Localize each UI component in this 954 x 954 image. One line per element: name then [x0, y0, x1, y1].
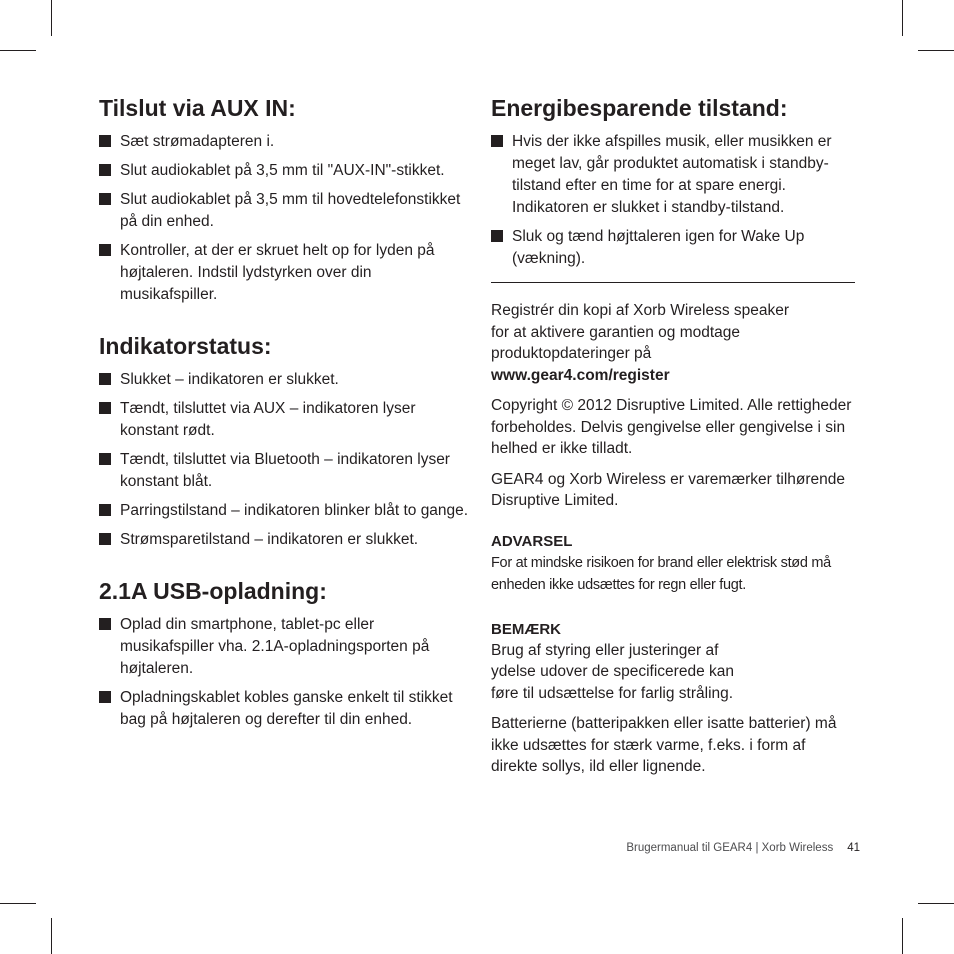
- trademark-text: GEAR4 og Xorb Wireless er varemærker tilhørende Disruptive Limited.: [491, 470, 846, 509]
- indicator-list: [99, 369, 469, 551]
- right-column: [491, 94, 855, 787]
- crop-mark: [902, 0, 903, 36]
- list-item: Opladningskablet kobles ganske enkelt til stikket bag på højtaleren og derefter til din enhed.: [99, 687, 469, 731]
- section-title-usb: 2.1A USB-opladning:: [99, 578, 327, 604]
- usb-list: [99, 614, 469, 731]
- warning-text: For at mindske risikoen for brand eller elektrisk stød må enheden ikke udsættes for regn eller fugt.: [491, 554, 831, 593]
- list-item: Slukket – indikatoren er slukket.: [99, 369, 469, 391]
- energy-list: [491, 131, 855, 270]
- list-item: Kontroller, at der er skruet helt op for lyden på højtaleren. Indstil lydstyrken over din musikafspiller.: [99, 240, 469, 306]
- square-bullet-icon: [99, 533, 111, 545]
- list-item: Hvis der ikke afspilles musik, eller musikken er meget lav, går produktet automatisk i standby-tilstand efter en time for at spare energi. Indikatoren er slukket i standby-tilstand.: [491, 131, 855, 219]
- crop-mark: [0, 50, 36, 51]
- warning-title: ADVARSEL: [491, 532, 573, 550]
- square-bullet-icon: [99, 244, 111, 256]
- square-bullet-icon: [99, 193, 111, 205]
- square-bullet-icon: [99, 135, 111, 147]
- list-item: Oplad din smartphone, tablet-pc eller musikafspiller vha. 2.1A-opladningsporten på højtaleren.: [99, 614, 469, 680]
- list-item: Parringstilstand – indikatoren blinker blåt to gange.: [99, 500, 469, 522]
- list-item: Sæt strømadapteren i.: [99, 131, 469, 153]
- page-number: 41: [847, 842, 860, 854]
- crop-mark: [918, 50, 954, 51]
- list-item: Slut audiokablet på 3,5 mm til "AUX-IN"-stikket.: [99, 160, 469, 182]
- list-item: Slut audiokablet på 3,5 mm til hovedtelefonstikket på din enhed.: [99, 189, 469, 233]
- square-bullet-icon: [99, 618, 111, 630]
- square-bullet-icon: [99, 373, 111, 385]
- crop-mark: [51, 918, 52, 954]
- note-title: BEMÆRK: [491, 620, 561, 638]
- square-bullet-icon: [491, 135, 503, 147]
- square-bullet-icon: [99, 504, 111, 516]
- list-item: Strømsparetilstand – indikatoren er slukket.: [99, 529, 469, 551]
- crop-mark: [0, 903, 36, 904]
- crop-mark: [918, 903, 954, 904]
- square-bullet-icon: [99, 691, 111, 703]
- page-footer: [560, 842, 860, 854]
- left-column: [99, 94, 469, 738]
- square-bullet-icon: [99, 164, 111, 176]
- square-bullet-icon: [99, 402, 111, 414]
- section-title-indicator: Indikatorstatus:: [99, 333, 272, 359]
- list-item: Tændt, tilsluttet via AUX – indikatoren lyser konstant rødt.: [99, 398, 469, 442]
- aux-list: [99, 131, 469, 306]
- square-bullet-icon: [491, 230, 503, 242]
- footer-text: Brugermanual til GEAR4 | Xorb Wireless: [626, 842, 834, 854]
- square-bullet-icon: [99, 453, 111, 465]
- section-title-aux: Tilslut via AUX IN:: [99, 95, 296, 121]
- battery-text: Batterierne (batteripakken eller isatte batterier) må ikke udsættes for stærk varme, f.eks. i form af direkte sollys, ild eller lignende.: [491, 715, 837, 775]
- list-item: Sluk og tænd højttaleren igen for Wake Up (vækning).: [491, 226, 855, 270]
- list-item: Tændt, tilsluttet via Bluetooth – indikatoren lyser konstant blåt.: [99, 449, 469, 493]
- note-text: Brug af styring eller justeringer af ydelse udover de specificerede kan føre til udsættelse for farlig stråling.: [491, 641, 734, 702]
- crop-mark: [51, 0, 52, 36]
- register-link[interactable]: www.gear4.com/register: [491, 366, 670, 384]
- copyright-text: Copyright © 2012 Disruptive Limited. Alle rettigheder forbeholdes. Delvis gengivelse eller gengivelse i sin helhed er ikke tilladt.: [491, 397, 852, 457]
- divider: [491, 282, 855, 283]
- register-text: Registrér din kopi af Xorb Wireless speaker for at aktivere garantien og modtage produktopdateringer på www.gear4.com/register: [491, 302, 790, 384]
- section-title-energy: Energibesparende tilstand:: [491, 95, 788, 121]
- crop-mark: [902, 918, 903, 954]
